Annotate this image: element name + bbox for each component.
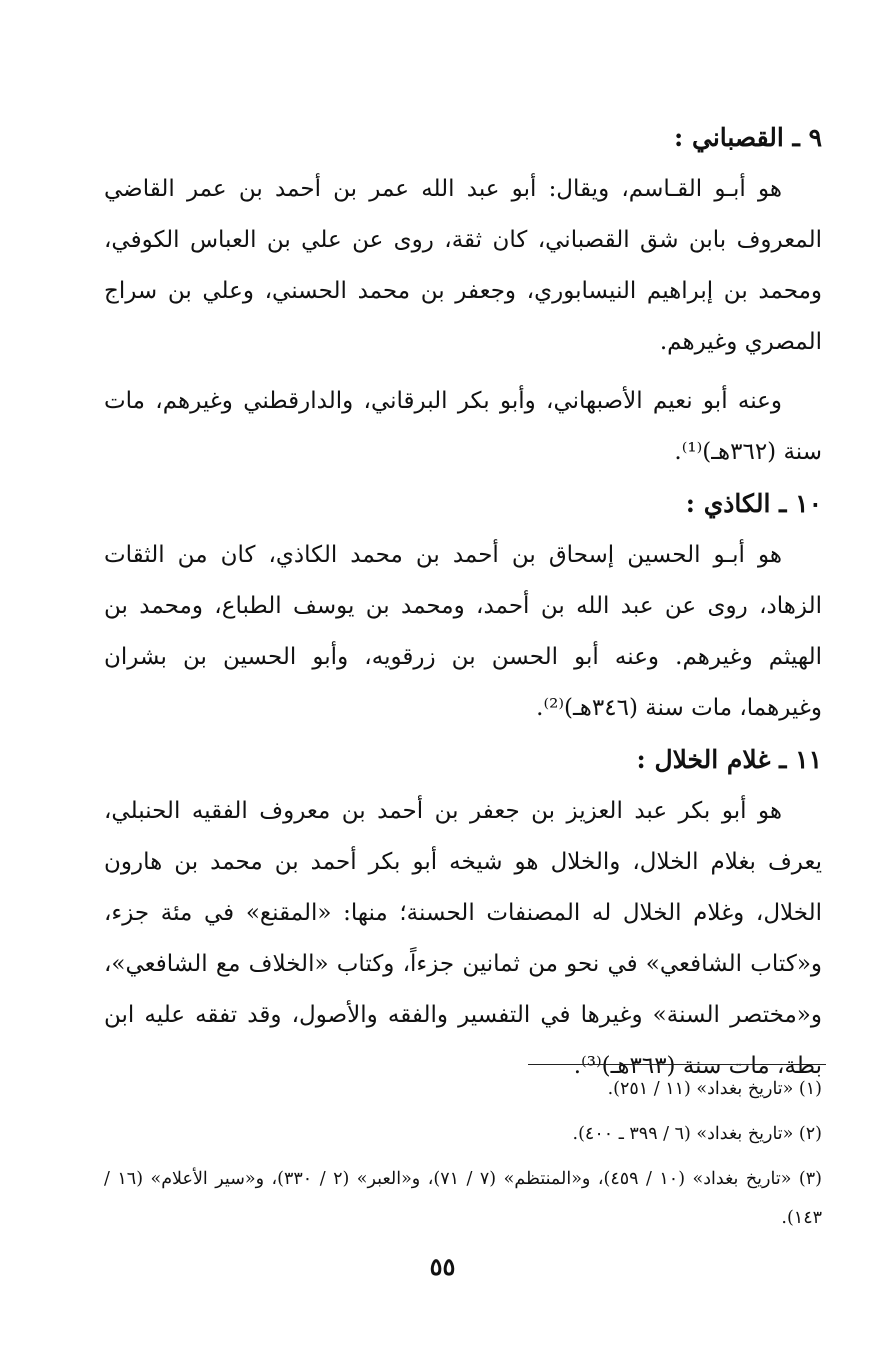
entry-paragraph: هو أبـو القـاسم، ويقال: أبو عبد الله عمر بن أحمد بن عمر القاضي المعروف بابن شق القصباني، كان ثقة، روى عن علي بن العباس الكوفي، ومحمد بن إبراهيم النيسابوري، وجعفر بن محمد الحسني، وعلي بن سراج المصري وغيرهم. <box>104 176 822 355</box>
footnote-1: (١) «تاريخ بغداد» (١١ / ٢٥١). <box>607 1079 822 1099</box>
footnote-3: (٣) «تاريخ بغداد» (١٠ / ٤٥٩)، و«المنتظم» (٧ / ٧١)، و«العبر» (٢ / ٣٣٠)، و«سير الأعلام» (١٦ / ١٤٣). <box>104 1169 822 1228</box>
footnotes <box>104 1070 822 1244</box>
entry-heading: ١١ ـ غلام الخلال : <box>636 745 822 774</box>
entry-11 <box>104 740 822 1092</box>
page-number: ٥٥ <box>429 1252 456 1281</box>
entry-paragraph: وعنه أبو نعيم الأصبهاني، وأبو بكر البرقاني، والدارقطني وغيرهم، مات سنة (٣٦٢هـ)⁽¹⁾. <box>104 388 822 465</box>
entry-heading: ١٠ ـ الكاذي : <box>685 489 822 518</box>
entry-9 <box>104 118 822 478</box>
entry-paragraph: هو أبو بكر عبد العزيز بن جعفر بن أحمد بن معروف الفقيه الحنبلي، يعرف بغلام الخلال، والخلال هو شيخه أبو بكر أحمد بن محمد بن هارون الخلال، وغلام الخلال له المصنفات الحسنة؛ منها: «المقنع» في مئة جزء، و«كتاب الشافعي» في نحو من ثمانين جزءاً، وكتاب «الخلاف مع الشافعي»، و«مختصر السنة» وغيرها في التفسير والفقه والأصول، وقد تفقه عليه ابن بطة، مات سنة (٣٦٣هـ)⁽³⁾. <box>104 798 822 1079</box>
entry-heading: ٩ ـ القصباني : <box>674 123 822 152</box>
footnote-divider <box>528 1064 826 1065</box>
entry-10 <box>104 484 822 734</box>
entry-paragraph: هو أبـو الحسين إسحاق بن أحمد بن محمد الكاذي، كان من الثقات الزهاد، روى عن عبد الله بن أحمد، ومحمد بن يوسف الطباع، ومحمد بن الهيثم وغيرهم. وعنه أبو الحسن بن زرقويه، وأبو الحسين بن بشران وغيرهما، مات سنة (٣٤٦هـ)⁽²⁾. <box>104 542 822 721</box>
main-text <box>104 118 822 1100</box>
footnote-2: (٢) «تاريخ بغداد» (٦ / ٣٩٩ ـ ٤٠٠). <box>572 1124 822 1144</box>
